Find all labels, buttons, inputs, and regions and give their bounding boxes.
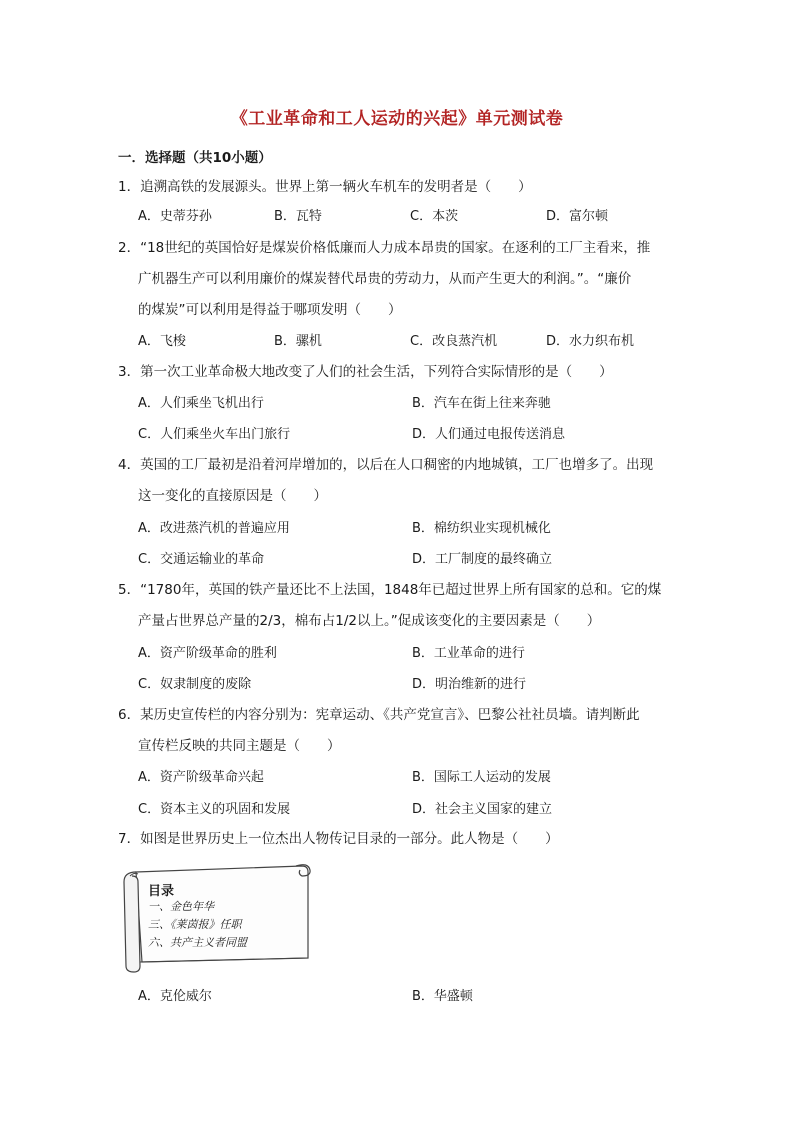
option-a: A．资产阶级革命兴起 bbox=[138, 770, 264, 785]
question-2 bbox=[118, 233, 683, 326]
question-1 bbox=[118, 172, 683, 203]
option-b: B．骡机 bbox=[274, 334, 322, 349]
option-d: D．人们通过电报传送消息 bbox=[412, 427, 566, 442]
option-d: D．社会主义国家的建立 bbox=[412, 802, 553, 817]
exam-title: 《工业革命和工人运动的兴起》单元测试卷 bbox=[230, 109, 564, 129]
scroll-item: 三、《莱茵报》任职 bbox=[148, 918, 242, 931]
scroll-item: 一、金色年华 bbox=[148, 900, 214, 913]
question-text: 1．追溯高铁的发展源头。世界上第一辆火车机车的发明者是（ ） bbox=[118, 179, 532, 195]
section-heading: 一．选择题（共10小题） bbox=[118, 150, 272, 166]
question-text-line-2: 广机器生产可以利用廉价的煤炭替代昂贵的劳动力，从而产生更大的利润。”。“廉价 bbox=[138, 271, 632, 287]
option-c: C．奴隶制度的废除 bbox=[138, 677, 252, 692]
option-a: A．资产阶级革命的胜利 bbox=[138, 646, 277, 661]
option-a: A．史蒂芬孙 bbox=[138, 209, 212, 224]
question-text: 7．如图是世界历史上一位杰出人物传记目录的一部分。此人物是（ ） bbox=[118, 831, 559, 847]
question-5 bbox=[118, 575, 683, 637]
scroll-item: 六、共产主义者同盟 bbox=[148, 936, 247, 949]
option-b: B．华盛顿 bbox=[412, 989, 473, 1004]
option-b: B．瓦特 bbox=[274, 209, 322, 224]
scroll-heading: 目录 bbox=[148, 884, 175, 899]
option-b: B．棉纺织业实现机械化 bbox=[412, 521, 551, 536]
question-3 bbox=[118, 357, 683, 388]
option-a: A．人们乘坐飞机出行 bbox=[138, 396, 264, 411]
option-c: C．资本主义的巩固和发展 bbox=[138, 802, 291, 817]
question-text-line-2: 产量占世界总产量的2/3，棉布占1/2以上。”促成该变化的主要因素是（ ） bbox=[138, 613, 601, 629]
question-text-line-1: 4．英国的工厂最初是沿着河岸增加的，以后在人口稠密的内地城镇，工厂也增多了。出现 bbox=[118, 457, 654, 473]
option-a: A．飞梭 bbox=[138, 334, 186, 349]
option-c: C．本茨 bbox=[410, 209, 459, 224]
option-a: A．克伦威尔 bbox=[138, 989, 212, 1004]
option-c: C．改良蒸汽机 bbox=[410, 334, 498, 349]
option-a: A．改进蒸汽机的普遍应用 bbox=[138, 521, 290, 536]
question-text-line-1: 2．“18世纪的英国恰好是煤炭价格低廉而人力成本昂贵的国家。在逐利的工厂主看来，推 bbox=[118, 240, 651, 256]
question-text-line-2: 宣传栏反映的共同主题是（ ） bbox=[138, 738, 341, 754]
option-b: B．工业革命的进行 bbox=[412, 646, 525, 661]
option-d: D．工厂制度的最终确立 bbox=[412, 552, 553, 567]
question-text: 3．第一次工业革命极大地改变了人们的社会生活，下列符合实际情形的是（ ） bbox=[118, 364, 613, 380]
option-c: C．交通运输业的革命 bbox=[138, 552, 265, 567]
option-d: D．明治维新的进行 bbox=[412, 677, 527, 692]
question-6 bbox=[118, 700, 683, 762]
question-text-line-3: 的煤炭”可以利用是得益于哪项发明（ ） bbox=[138, 302, 402, 318]
option-b: B．汽车在街上往来奔驰 bbox=[412, 396, 551, 411]
question-text-line-1: 6．某历史宣传栏的内容分别为：宪章运动、《共产党宣言》、巴黎公社社员墙。请判断此 bbox=[118, 707, 640, 723]
question-4 bbox=[118, 450, 683, 512]
option-d: D．富尔顿 bbox=[546, 209, 609, 224]
option-c: C．人们乘坐火车出门旅行 bbox=[138, 427, 291, 442]
option-b: B．国际工人运动的发展 bbox=[412, 770, 551, 785]
question-text-line-2: 这一变化的直接原因是（ ） bbox=[138, 488, 327, 504]
option-d: D．水力织布机 bbox=[546, 334, 635, 349]
question-text-line-1: 5．“1780年，英国的铁产量还比不上法国，1848年已超过世界上所有国家的总和。它的煤 bbox=[118, 582, 662, 598]
biography-contents-scroll bbox=[122, 862, 312, 974]
question-7 bbox=[118, 824, 683, 855]
